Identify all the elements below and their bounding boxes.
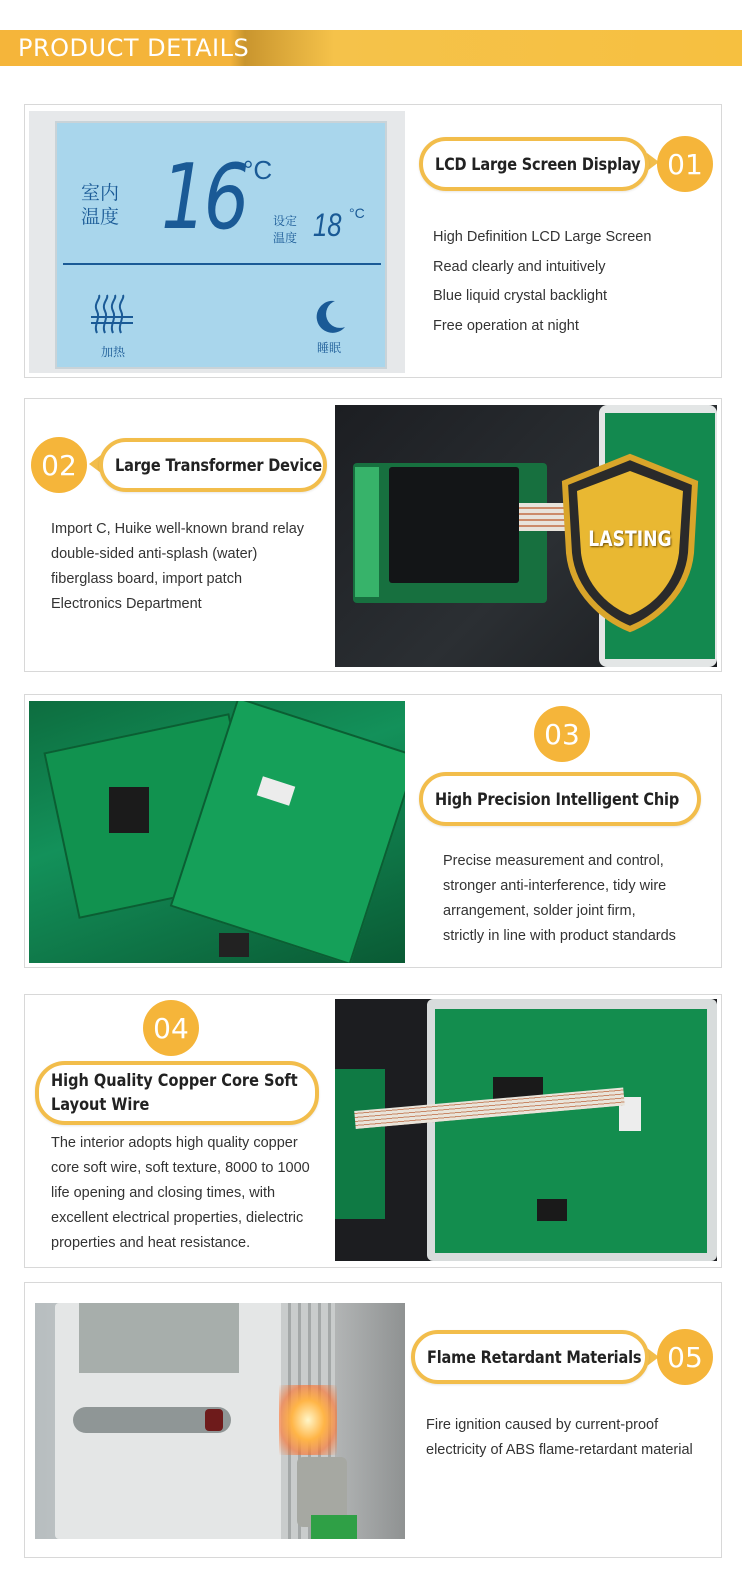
feature-line: fiberglass board, import patch [51,571,243,587]
feature-line: The interior adopts high quality copper [51,1135,298,1151]
lcd-screen-image [29,111,405,373]
lcd-set-temp-label: 温度 [273,231,298,245]
moon-icon [309,297,349,337]
lcd-temperature: 16 [161,145,247,250]
feature-title: Flame Retardant Materials [427,1347,642,1367]
flame-test-image [35,1303,405,1539]
feature-paragraph [51,517,304,617]
feature-paragraph [443,849,676,949]
feature-title-line-1: High Quality Copper Core Soft [51,1071,298,1090]
feature-title: High Precision Intelligent Chip [435,789,680,809]
feature-card-chip [24,694,722,968]
feature-line: Free operation at night [433,317,579,334]
feature-line: double-sided anti-splash (water) [51,546,258,562]
feature-line: Precise measurement and control, [443,853,664,869]
feature-number-badge: 01 [657,136,713,192]
lcd-sleep-label: 睡眠 [317,341,342,355]
feature-line: Fire ignition caused by current-proof [426,1417,659,1433]
feature-number-badge: 02 [31,437,87,493]
feature-line: strictly in line with product standards [443,928,676,944]
feature-line: electricity of ABS flame-retardant material [426,1442,693,1458]
feature-number-badge: 04 [143,1000,199,1056]
feature-card-wire [24,994,722,1268]
lcd-temp-label: 温度 [81,206,120,228]
lcd-divider [63,263,381,265]
feature-title-pill [35,1061,319,1125]
lcd-indoor-label: 室内 [81,182,120,204]
lcd-set-temperature: 18 [313,207,342,243]
feature-title: Large Transformer Device [115,455,322,475]
lasting-badge-text: LASTING [588,527,672,551]
pcb-boards-image [29,701,405,963]
lcd-unit: °C [243,155,273,185]
feature-line: Blue liquid crystal backlight [433,288,608,304]
feature-line: properties and heat resistance. [51,1235,251,1251]
feature-title-pill [419,137,649,191]
feature-card-lcd [24,104,722,378]
heat-wave-icon [89,293,135,339]
feature-line: High Definition LCD Large Screen [433,229,652,245]
feature-line: core soft wire, soft texture, 8000 to 1000 [51,1160,310,1176]
product-details-banner [0,30,742,66]
feature-card-transformer [24,398,722,672]
feature-number-badge: 05 [657,1329,713,1385]
feature-card-flame [24,1282,722,1558]
feature-paragraph [51,1131,310,1256]
feature-title-line-2: Layout Wire [51,1095,150,1114]
relay-board-image [335,405,717,667]
feature-line: Import C, Huike well-known brand relay [51,521,305,537]
shield-icon [555,453,705,633]
feature-line: Read clearly and intuitively [433,258,606,275]
banner-title: PRODUCT DETAILS [18,34,250,62]
lcd-set-unit: °C [349,205,365,221]
feature-title-pill [99,438,327,492]
feature-line: life opening and closing times, with [51,1185,276,1201]
feature-line: stronger anti-interference, tidy wire [443,878,667,894]
feature-line: arrangement, solder joint firm, [443,903,636,919]
feature-title-pill [411,1330,649,1384]
feature-line: Electronics Department [51,596,202,612]
feature-title-pill [419,772,701,826]
lcd-heat-label: 加热 [101,345,126,359]
feature-line: excellent electrical properties, dielectric [51,1210,304,1226]
feature-paragraph [426,1413,693,1463]
copper-wire-board-image [335,999,717,1261]
feature-title: LCD Large Screen Display [435,154,641,174]
feature-number-badge: 03 [534,706,590,762]
lcd-set-label: 设定 [273,214,298,228]
feature-list [433,223,651,341]
